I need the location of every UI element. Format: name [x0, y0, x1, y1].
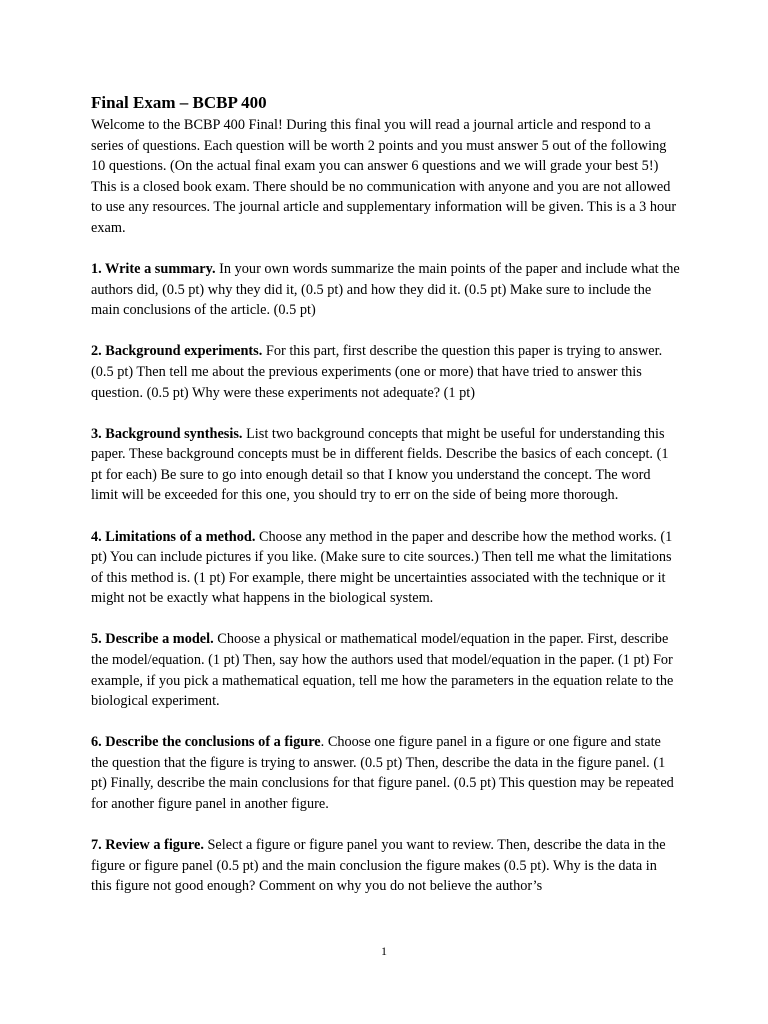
question-5-text: Choose a physical or mathematical model/equation in the paper. First, describe the model/equation. (1 pt) Then, say how the authors used that model/equation in the paper. (1 pt) For example, if you pick a mathematical equation, tell me how the parameters in the equation relate to the biological experiment. — [91, 631, 674, 710]
question-7 — [91, 835, 681, 897]
question-6-heading: 6. Describe the conclusions of a figure — [91, 734, 321, 751]
question-4 — [91, 527, 681, 609]
question-5 — [91, 629, 681, 711]
question-1 — [91, 259, 681, 321]
question-1-text: In your own words summarize the main points of the paper and include what the authors did, (0.5 pt) why they did it, (0.5 pt) and how they did it. (0.5 pt) Make sure to include the main conclusions of the article. (0.5 pt) — [91, 261, 680, 319]
question-2 — [91, 341, 681, 403]
question-6-text: . Choose one figure panel in a figure or one figure and state the question that the figure is trying to answer. (0.5 pt) Then, describe the data in the figure panel. (1 pt) Finally, describe the main conclusions for that figure panel. (0.5 pt) This question may be repeated for another figure panel in another figure. — [91, 734, 674, 813]
question-3-heading: 3. Background synthesis. — [91, 425, 243, 442]
question-4-text: Choose any method in the paper and describe how the method works. (1 pt) You can include pictures if you like. (Make sure to cite sources.) Then tell me what the limitations of this method is. (1 pt) For example, there might be uncertainties associated with the technique or it might not be exactly what happens in the biological system. — [91, 528, 673, 607]
document-title: Final Exam – BCBP 400 — [91, 93, 267, 112]
document-body — [91, 92, 681, 917]
intro-paragraph: Welcome to the BCBP 400 Final! During this final you will read a journal article and respond to a series of questions. Each question will be worth 2 points and you must answer 5 out of the following 10 questions. (On the actual final exam you can answer 6 questions and we will grade your best 5!) This is a closed book exam. There should be no communication with anyone and you are not allowed to use any resources. The journal article and supplementary information will be given. This is a 3 hour exam. — [91, 117, 677, 236]
question-7-heading: 7. Review a figure. — [91, 837, 204, 854]
question-3-text: List two background concepts that might be useful for understanding this paper. These background concepts must be in different fields. Describe the basics of each concept. (1 pt for each) Be sure to go into enough detail so that I know you understand the concept. The word limit will be exceeded for this one, you should try to err on the side of being more thorough. — [91, 425, 669, 504]
question-7-text: Select a figure or figure panel you want to review. Then, describe the data in the figure or figure panel (0.5 pt) and the main conclusion the figure makes (0.5 pt). Why is the data in this figure not good enough? Comment on why you do not believe the author’s — [91, 837, 666, 895]
question-3 — [91, 424, 681, 506]
question-2-text: For this part, first describe the question this paper is trying to answer. (0.5 pt) Then tell me about the previous experiments (one or more) that have tried to answer this question. (0.5 pt) Why were these experiments not adequate? (1 pt) — [91, 343, 663, 401]
question-2-heading: 2. Background experiments. — [91, 343, 263, 360]
question-4-heading: 4. Limitations of a method. — [91, 528, 256, 545]
question-1-heading: 1. Write a summary. — [91, 261, 216, 278]
page-number: 1 — [381, 944, 387, 958]
question-6 — [91, 732, 681, 814]
question-5-heading: 5. Describe a model. — [91, 631, 214, 648]
